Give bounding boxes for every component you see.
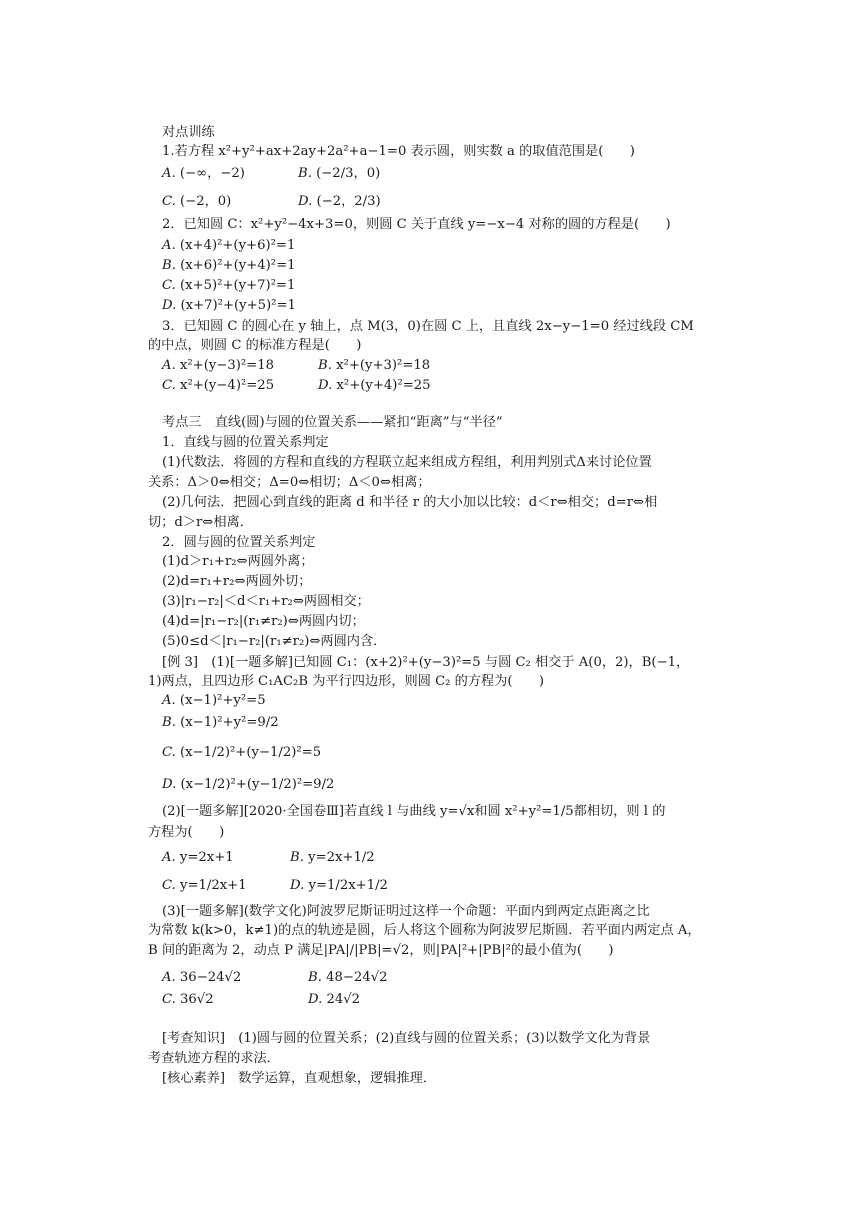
list-item: (1)d＞r₁+r₂⇔两圆外离； (162, 554, 314, 569)
summary-knowledge-line2: 考查轨迹方程的求法． (148, 1051, 280, 1066)
example3-q3-option-d: D. 24√2 (308, 992, 361, 1007)
section3-title: 考点三 直线(圆)与圆的位置关系——紧扣“距离”与“半径” (162, 415, 503, 430)
example3-q3-line2: 为常数 k(k>0，k≠1)的点的轨迹是圆，后人将这个圆称为阿波罗尼斯圆．若平面内两定点 A， (148, 923, 701, 938)
example3-q3-option-a: A. 36−24√2 (162, 970, 242, 985)
list-item: (5)0≤d＜|r₁−r₂|(r₁≠r₂)⇔两圆内含． (162, 634, 387, 649)
q3-option-d: D. x²+(y+4)²=25 (318, 378, 431, 393)
example3-q2-option-b: B. y=2x+1/2 (290, 850, 375, 865)
summary-knowledge-line1: [考查知识] (1)圆与圆的位置关系；(2)直线与圆的位置关系；(3)以数学文化为背景 (162, 1031, 651, 1046)
training-heading: 对点训练 (162, 125, 215, 140)
q1-stem: 1.若方程 x²+y²+ax+2ay+2a²+a−1=0 表示圆，则实数 a 的取值范围是( ) (162, 144, 635, 159)
section3-p1-geometry-line1: (2)几何法．把圆心到直线的距离 d 和半径 r 的大小加以比较：d＜r⇔相交；d=r⇔相 (162, 495, 658, 510)
q2-option-d: D. (x+7)²+(y+5)²=1 (162, 298, 296, 313)
example3-q2-option-d: D. y=1/2x+1/2 (290, 878, 388, 893)
example3-q1-option-d: D. (x−1/2)²+(y−1/2)²=9/2 (162, 777, 335, 792)
q2-option-a: A. (x+4)²+(y+6)²=1 (162, 238, 296, 253)
q1-option-d: D. (−2，2/3) (298, 194, 381, 209)
q3-stem-line2: 的中点，则圆 C 的标准方程是( ) (148, 338, 362, 353)
example3-q2-option-a: A. y=2x+1 (162, 850, 234, 865)
section3-p1-algebra-line1: (1)代数法．将圆的方程和直线的方程联立起来组成方程组，利用判别式Δ来讨论位置 (162, 455, 652, 470)
section3-p1-geometry-line2: 切；d＞r⇔相离． (148, 515, 253, 530)
q3-option-c: C. x²+(y−4)²=25 (162, 378, 275, 393)
example3-q1-line1: [例 3] (1)[一题多解]已知圆 C₁：(x+2)²+(y−3)²=5 与圆 C₂ 相交于 A(0，2)，B(−1， (162, 655, 690, 670)
list-item: (2)d=r₁+r₂⇔两圆外切； (162, 574, 312, 589)
example3-q1-option-c: C. (x−1/2)²+(y−1/2)²=5 (162, 745, 322, 760)
example3-q3-option-b: B. 48−24√2 (308, 970, 388, 985)
example3-q1-line2: 1)两点，且四边形 C₁AC₂B 为平行四边形，则圆 C₂ 的方程为( ) (148, 674, 545, 689)
example3-q1-option-a: A. (x−1)²+y²=5 (162, 693, 266, 708)
q1-option-a: A. (−∞，−2) (162, 166, 245, 181)
example3-q2-option-c: C. y=1/2x+1 (162, 878, 247, 893)
section3-p2-title: 2．圆与圆的位置关系判定 (162, 535, 316, 550)
section3-p1-algebra-line2: 关系：Δ＞0⇔相交；Δ=0⇔相切；Δ＜0⇔相离； (148, 475, 431, 490)
example3-q2-line1: (2)[一题多解][2020·全国卷Ⅲ]若直线 l 与曲线 y=√x和圆 x²+y²=1/5都相切，则 l 的 (162, 804, 666, 819)
q3-stem-line1: 3．已知圆 C 的圆心在 y 轴上，点 M(3，0)在圆 C 上，且直线 2x−y−1=0 经过线段 CM (162, 319, 694, 334)
section3-p1-title: 1．直线与圆的位置关系判定 (162, 435, 329, 450)
summary-literacy: [核心素养] 数学运算，直观想象，逻辑推理． (162, 1071, 437, 1086)
list-item: (3)|r₁−r₂|＜d＜r₁+r₂⇔两圆相交； (162, 594, 370, 609)
example3-q3-line1: (3)[一题多解](数学文化)阿波罗尼斯证明过这样一个命题：平面内到两定点距离之比 (162, 904, 650, 919)
q2-stem: 2．已知圆 C：x²+y²−4x+3=0，则圆 C 关于直线 y=−x−4 对称的圆的方程是( ) (162, 217, 671, 232)
example3-q2-line2: 方程为( ) (148, 825, 225, 840)
example3-q3-line3: B 间的距离为 2，动点 P 满足|PA|/|PB|=√2，则|PA|²+|PB|²的最小值为( ) (148, 943, 614, 958)
example3-q1-option-b: B. (x−1)²+y²=9/2 (162, 715, 279, 730)
list-item: (4)d=|r₁−r₂|(r₁≠r₂)⇔两圆内切； (162, 614, 365, 629)
q3-option-a: A. x²+(y−3)²=18 (162, 358, 274, 373)
example3-q3-option-c: C. 36√2 (162, 992, 214, 1007)
q2-option-c: C. (x+5)²+(y+7)²=1 (162, 278, 296, 293)
q2-option-b: B. (x+6)²+(y+4)²=1 (162, 258, 296, 273)
q1-option-b: B. (−2/3，0) (298, 166, 381, 181)
q3-option-b: B. x²+(y+3)²=18 (318, 358, 431, 373)
q1-option-c: C. (−2，0) (162, 194, 232, 209)
